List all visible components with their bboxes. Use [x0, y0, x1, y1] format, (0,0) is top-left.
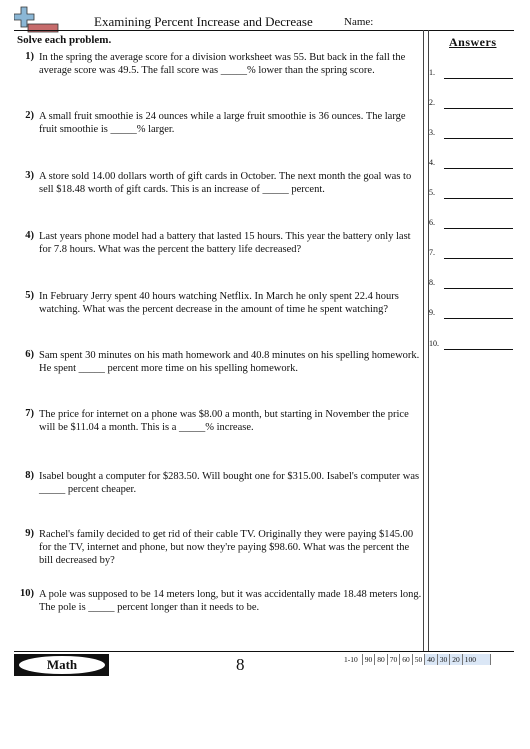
instruction: Solve each problem.: [17, 34, 112, 46]
question-number: 9): [25, 528, 34, 539]
question-text: A pole was supposed to be 14 meters long, but it was accidentally made 18.48 meters long. The pole is _____ percent longer than it needs to be.: [39, 589, 422, 613]
question-text: A small fruit smoothie is 24 ounces while a large fruit smoothie is 36 ounces. The large fruit smoothie is _____% larger.: [39, 111, 406, 135]
answer-number: 8.: [429, 278, 435, 287]
answers-heading: Answers: [449, 35, 497, 49]
answer-blank[interactable]: [444, 108, 513, 109]
score-table: [342, 654, 491, 665]
score-cell: 20: [449, 654, 462, 665]
answer-row: [428, 67, 516, 81]
answer-row: [428, 217, 516, 231]
answer-number: 1.: [429, 68, 435, 77]
math-badge: [14, 654, 109, 676]
question-number: 7): [25, 408, 34, 419]
question-number: 3): [25, 170, 34, 181]
answer-row: [428, 157, 516, 171]
answer-number: 4.: [429, 158, 435, 167]
name-label: Name:: [344, 16, 374, 28]
answer-number: 7.: [429, 248, 435, 257]
question-number: 5): [25, 290, 34, 301]
answer-blank[interactable]: [444, 138, 513, 139]
score-cell: 30: [437, 654, 450, 665]
question-text: A store sold 14.00 dollars worth of gift cards in October. The next month the goal was to sell $18.48 worth of gift cards. This is an increase of _____ percent.: [39, 171, 412, 195]
answer-number: 6.: [429, 218, 435, 227]
worksheet-title: Examining Percent Increase and Decrease: [94, 14, 313, 29]
answer-row: [428, 338, 516, 352]
question-text: Rachel's family decided to get rid of their cable TV. Originally they were paying $145.00 for the TV, internet and phone, but now they're paying $98.60. What was the percent the bill decreased by?: [39, 529, 414, 566]
answer-blank[interactable]: [444, 258, 513, 259]
question-number: 1): [25, 51, 34, 62]
answer-row: [428, 187, 516, 201]
score-cell: 40: [424, 654, 437, 665]
question-text: Last years phone model had a battery that lasted 15 hours. This year the battery only last for 7.8 hours. What was the percent the battery life decreased?: [39, 231, 411, 255]
answer-blank[interactable]: [444, 198, 513, 199]
answer-number: 2.: [429, 98, 435, 107]
header-divider: [14, 30, 514, 31]
answer-blank[interactable]: [444, 288, 513, 289]
question-number: 8): [25, 470, 34, 481]
question-text: Isabel bought a computer for $283.50. Will bought one for $315.00. Isabel's computer was _____ percent cheaper.: [39, 471, 420, 495]
answer-number: 3.: [429, 128, 435, 137]
question-number: 6): [25, 349, 34, 360]
score-cell: 80: [374, 654, 387, 665]
question-number: 4): [25, 230, 34, 241]
score-cell: 70: [387, 654, 400, 665]
answer-row: [428, 307, 516, 321]
answer-row: [428, 247, 516, 261]
answer-row: [428, 127, 516, 141]
score-label: 1-10: [344, 655, 358, 664]
page-number: 8: [236, 655, 245, 674]
footer-divider: [14, 651, 514, 652]
answer-blank[interactable]: [444, 78, 513, 79]
answer-number: 9.: [429, 308, 435, 317]
question-text: In February Jerry spent 40 hours watching Netflix. In March he only spent 22.4 hours watching. What was the percent decrease in the amount of time he spent watching?: [39, 291, 399, 315]
question-text: The price for internet on a phone was $8.00 a month, but starting in November the price will be $11.04 a month. This is a _____% increase.: [39, 409, 409, 433]
answer-blank[interactable]: [444, 228, 513, 229]
question-text: Sam spent 30 minutes on his math homework and 40.8 minutes on his spelling homework. He spent _____ percent more time on his spelling homework.: [39, 350, 420, 374]
score-cell: 50: [412, 654, 425, 665]
answer-blank[interactable]: [444, 318, 513, 319]
score-cell: 90: [362, 654, 375, 665]
question-text: In the spring the average score for a division worksheet was 55. But back in the fall the average score was 49.5. The fall score was _____% lower than the spring score.: [39, 52, 406, 76]
answer-row: [428, 277, 516, 291]
answer-blank[interactable]: [444, 168, 513, 169]
answer-blank[interactable]: [444, 349, 513, 350]
question-number: 10): [20, 588, 34, 599]
question-number: 2): [25, 110, 34, 121]
score-cell: 100: [462, 654, 491, 665]
score-cell: 60: [399, 654, 412, 665]
answer-row: [428, 97, 516, 111]
answer-number: 5.: [429, 188, 435, 197]
math-badge-label: Math: [19, 656, 105, 674]
answer-number: 10.: [429, 339, 439, 348]
